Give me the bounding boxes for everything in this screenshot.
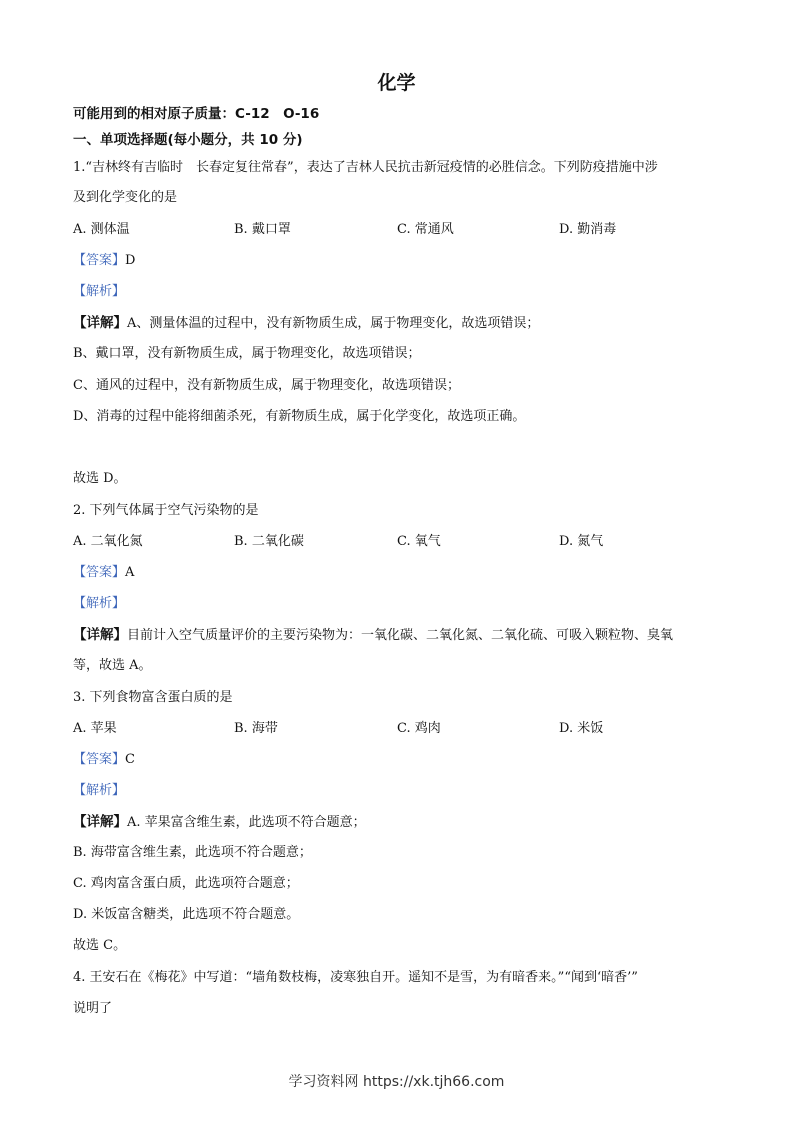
q1-detail-line (73, 314, 723, 333)
answer-value: C (125, 752, 135, 767)
q3-analysis-tag: 【解析】 (73, 783, 126, 798)
q2-options (73, 533, 723, 551)
q1-option-a: A. 测体温 (73, 222, 130, 237)
page-title: 化学 (377, 72, 416, 94)
q3-detail-line: D. 米饭富含糖类，此选项不符合题意。 (73, 907, 300, 922)
q3-option-b: B. 海带 (234, 721, 278, 736)
q3-detail-line: B. 海带富含维生素，此选项不符合题意； (73, 845, 312, 860)
q2-answer (73, 564, 723, 582)
q2-option-c: C. 氧气 (397, 534, 441, 549)
q1-answer (73, 252, 723, 270)
answer-value: A (125, 565, 135, 580)
q4-stem-line2: 说明了 (73, 1001, 113, 1016)
detail-tag: 【详解】 (73, 627, 127, 643)
detail-text: 目前计入空气质量评价的主要污染物为：一氧化碳、二氧化氮、二氧化硫、可吸入颗粒物、臭氧 (127, 628, 674, 643)
q1-options (73, 221, 723, 239)
answer-tag: 【答案】 (73, 752, 126, 767)
q1-stem-line1: 1.“吉林终有吉临时 长春定复往常春”，表达了吉林人民抗击新冠疫情的必胜信念。下列防疫措施中涉 (73, 160, 658, 175)
q3-option-c: C. 鸡肉 (397, 721, 441, 736)
detail-tag: 【详解】 (73, 814, 127, 830)
detail-text: A、测量体温的过程中，没有新物质生成，属于物理变化，故选项错误； (127, 316, 540, 331)
q4-stem-line1: 4. 王安石在《梅花》中写道：“墙角数枝梅，凌寒独自开。遥知不是雪，为有暗香来。”“闻到‘暗香’” (73, 970, 638, 985)
q3-option-d: D. 米饭 (559, 721, 604, 736)
q2-detail-line (73, 626, 723, 645)
q1-stem-line2: 及到化学变化的是 (73, 190, 178, 205)
q3-stem: 3. 下列食物富含蛋白质的是 (73, 690, 233, 705)
q2-option-d: D. 氮气 (559, 534, 604, 549)
q1-detail-line: B、戴口罩，没有新物质生成，属于物理变化，故选项错误； (73, 346, 421, 361)
q1-option-c: C. 常通风 (397, 222, 454, 237)
detail-tag: 【详解】 (73, 315, 127, 331)
q1-detail-line: D、消毒的过程中能将细菌杀死，有新物质生成，属于化学变化，故选项正确。 (73, 409, 526, 424)
q2-detail-line: 等，故选 A。 (73, 658, 152, 673)
answer-value: D (125, 253, 136, 268)
q1-detail-line: C、通风的过程中，没有新物质生成，属于物理变化，故选项错误； (73, 378, 460, 393)
q3-conclusion: 故选 C。 (73, 938, 127, 953)
q1-analysis-tag: 【解析】 (73, 284, 126, 299)
answer-tag: 【答案】 (73, 565, 126, 580)
q1-conclusion: 故选 D。 (73, 471, 127, 486)
q1-option-b: B. 戴口罩 (234, 222, 291, 237)
footer-watermark: 学习资料网 https://xk.tjh66.com (288, 1074, 505, 1090)
q3-detail-line (73, 813, 723, 832)
detail-text: A. 苹果富含维生素，此选项不符合题意； (127, 815, 366, 830)
q2-option-a: A. 二氧化氮 (73, 534, 143, 549)
q2-stem: 2. 下列气体属于空气污染物的是 (73, 503, 259, 518)
section-heading: 一、单项选择题(每小题分，共 10 分) (73, 132, 303, 148)
q2-option-b: B. 二氧化碳 (234, 534, 304, 549)
q3-options (73, 720, 723, 738)
q3-detail-line: C. 鸡肉富含蛋白质，此选项符合题意； (73, 876, 299, 891)
q1-option-d: D. 勤消毒 (559, 222, 617, 237)
atomic-mass-note: 可能用到的相对原子质量：C-12 O-16 (73, 106, 320, 122)
q3-answer (73, 751, 723, 769)
answer-tag: 【答案】 (73, 253, 126, 268)
q2-analysis-tag: 【解析】 (73, 596, 126, 611)
q3-option-a: A. 苹果 (73, 721, 117, 736)
